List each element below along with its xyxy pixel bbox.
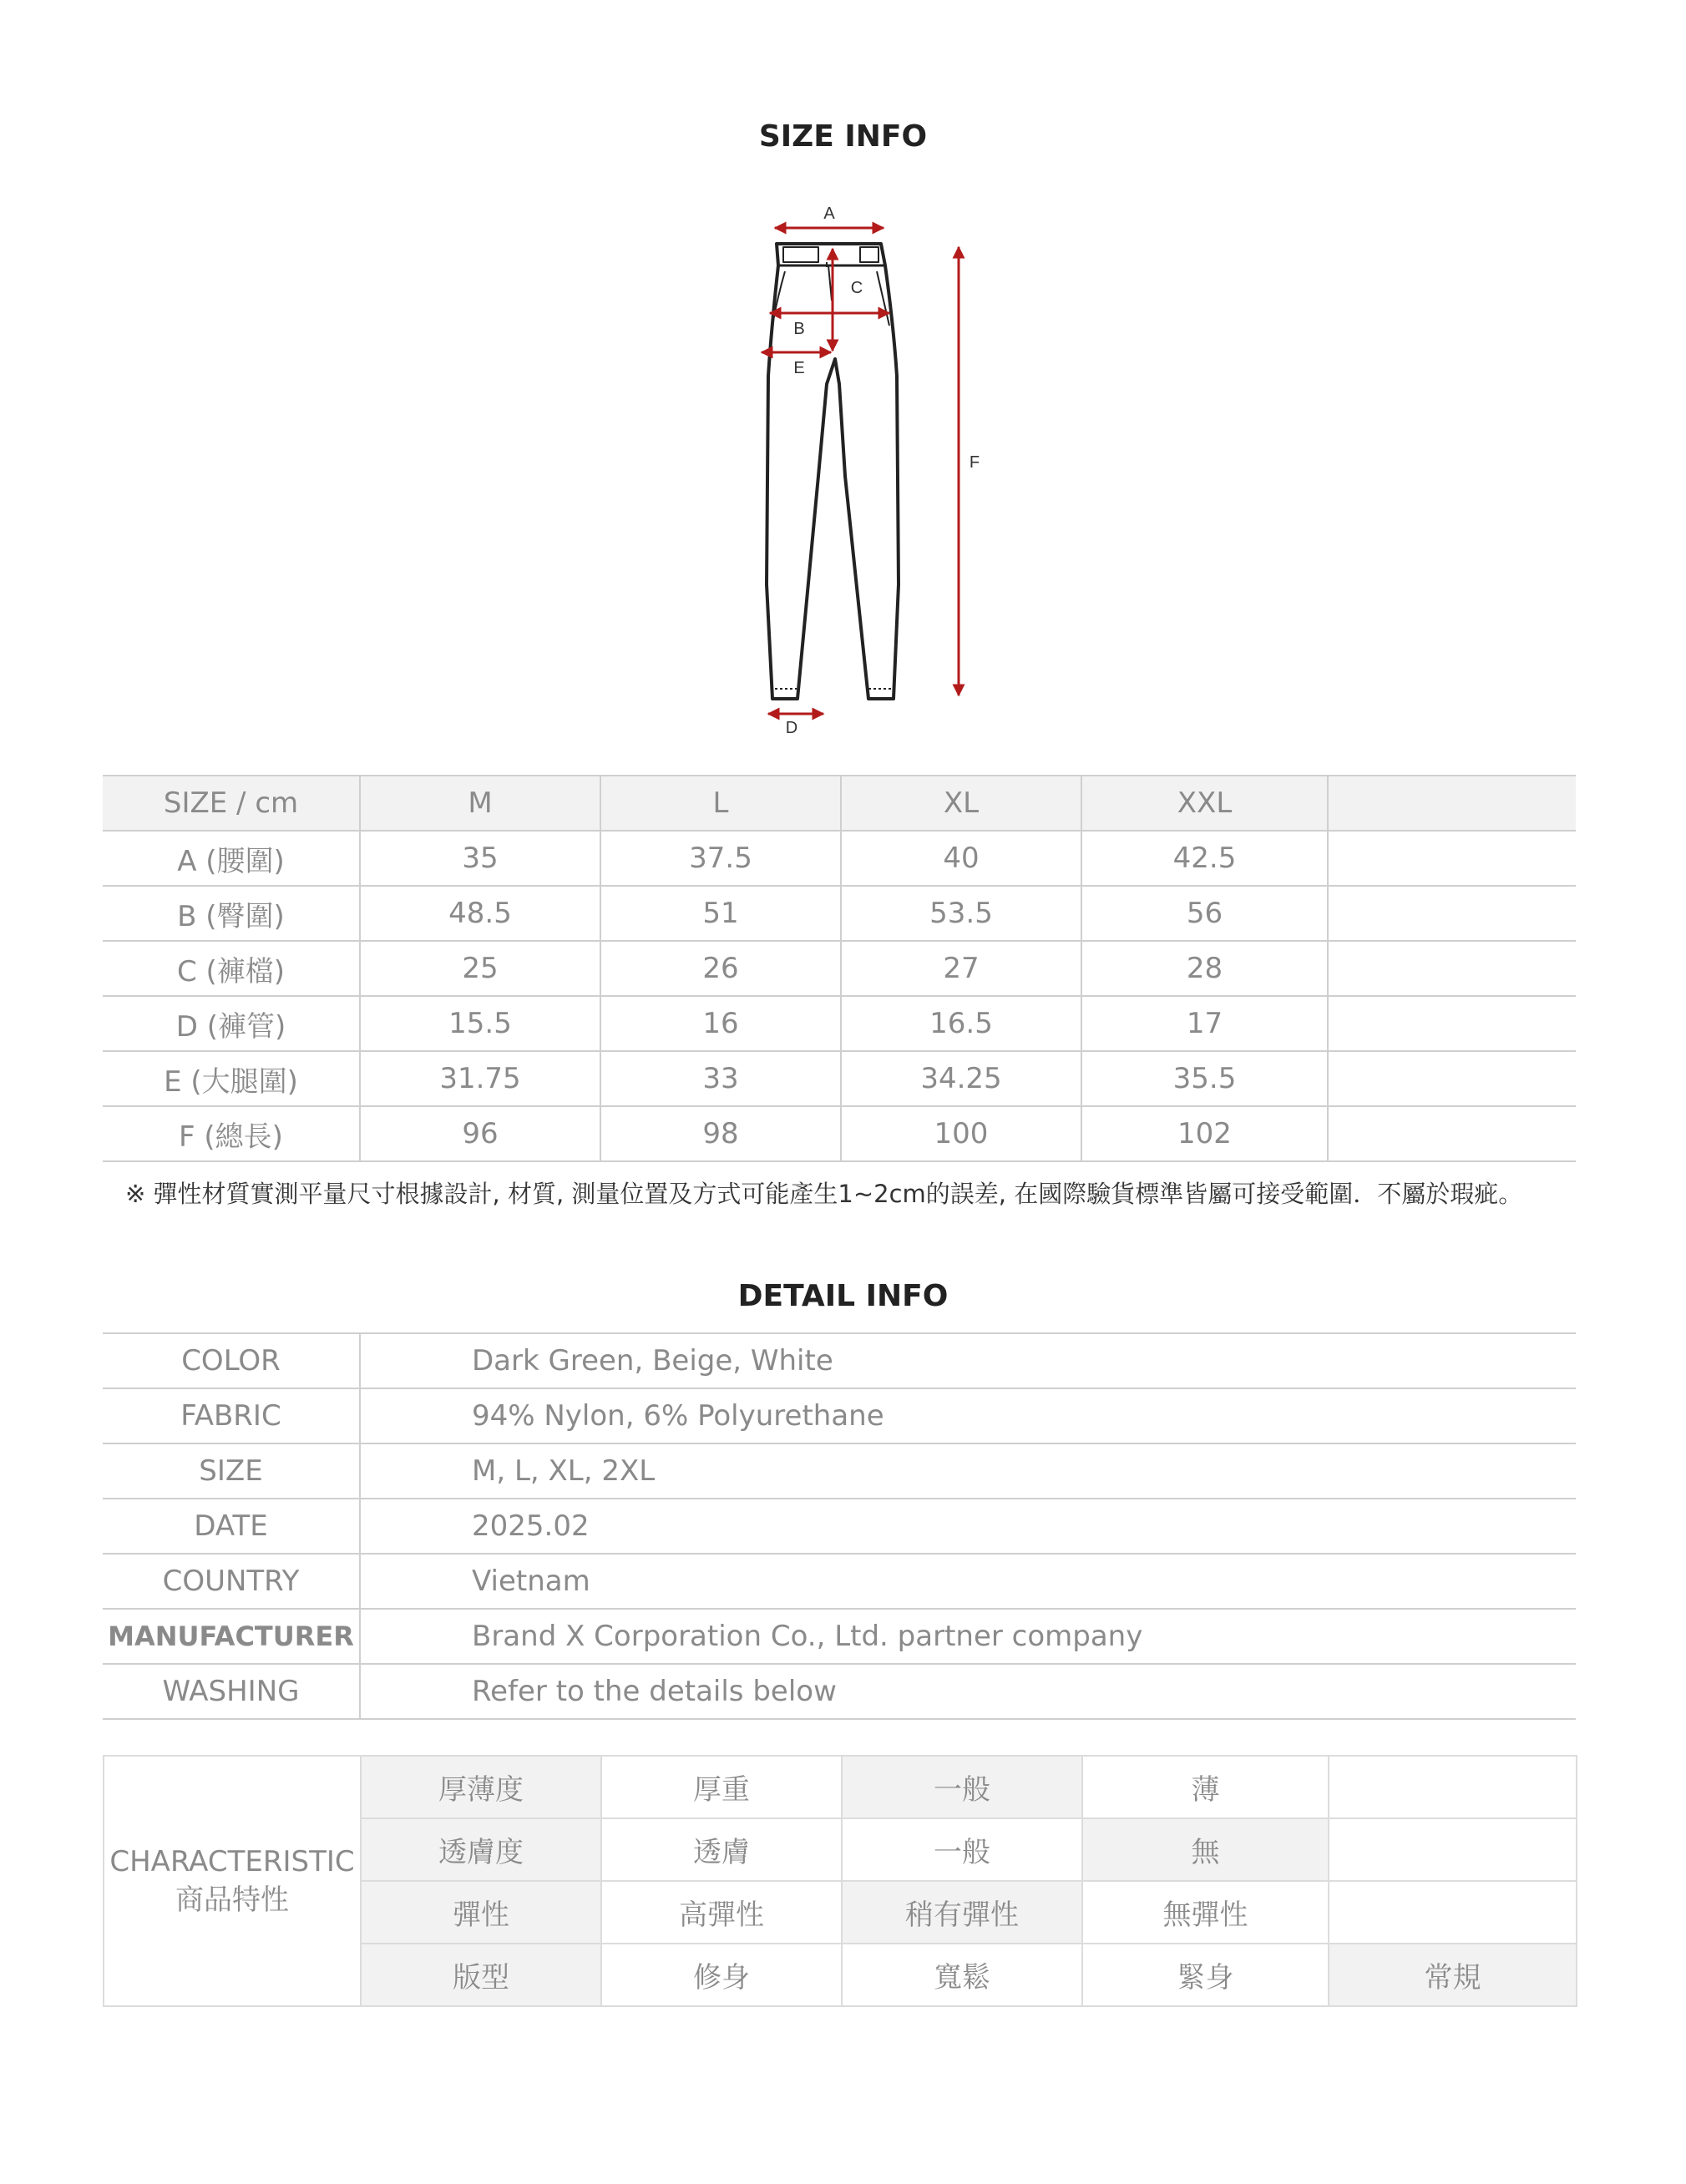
size-cell: 17	[1081, 996, 1328, 1051]
characteristic-option: 修身	[601, 1944, 842, 2006]
characteristic-option	[1329, 1881, 1577, 1944]
size-row	[103, 996, 1576, 1051]
size-cell: 28	[1081, 941, 1328, 996]
size-cell: 42.5	[1081, 831, 1328, 886]
size-cell: 48.5	[360, 886, 600, 941]
detail-value: 2025.02	[360, 1499, 1576, 1554]
label-b: B	[793, 320, 805, 338]
size-cell: 40	[841, 831, 1081, 886]
size-note: ※ 彈性材質實測平量尺寸根據設計, 材質, 測量位置及方式可能產生1~2cm的誤差, 在國際驗貨標準皆屬可接受範圍．不屬於瑕疵。	[125, 1180, 1523, 1208]
size-row-label: C (褲檔)	[103, 941, 360, 996]
characteristic-name: 厚薄度	[361, 1756, 601, 1818]
size-header-row	[103, 776, 1576, 831]
size-cell-empty	[1328, 1051, 1576, 1106]
detail-value: Brand X Corporation Co., Ltd. partner company	[360, 1609, 1576, 1664]
detail-value: 94% Nylon, 6% Polyurethane	[360, 1388, 1576, 1443]
size-cell-empty	[1328, 886, 1576, 941]
characteristic-option: 無彈性	[1082, 1881, 1329, 1944]
characteristic-option: 高彈性	[601, 1881, 842, 1944]
size-row-label: B (臀圍)	[103, 886, 360, 941]
size-cell: 98	[600, 1106, 841, 1161]
detail-label: FABRIC	[103, 1388, 360, 1443]
detail-row	[103, 1333, 1576, 1388]
size-table	[103, 775, 1576, 1162]
characteristic-option-selected: 稍有彈性	[842, 1881, 1082, 1944]
characteristic-option: 一般	[842, 1818, 1082, 1881]
detail-row	[103, 1443, 1576, 1499]
size-cell: 100	[841, 1106, 1081, 1161]
characteristic-option	[1329, 1756, 1577, 1818]
detail-label: MANUFACTURER	[103, 1609, 360, 1664]
size-cell: 33	[600, 1051, 841, 1106]
detail-label: DATE	[103, 1499, 360, 1554]
size-cell-empty	[1328, 941, 1576, 996]
detail-value: Dark Green, Beige, White	[360, 1333, 1576, 1388]
characteristic-name: 透膚度	[361, 1818, 601, 1881]
characteristic-option: 緊身	[1082, 1944, 1329, 2006]
size-cell: 15.5	[360, 996, 600, 1051]
detail-row	[103, 1388, 1576, 1443]
size-cell: 26	[600, 941, 841, 996]
size-row-label: D (褲管)	[103, 996, 360, 1051]
detail-label: SIZE	[103, 1443, 360, 1499]
size-header-cell	[1328, 776, 1576, 831]
size-row	[103, 831, 1576, 886]
characteristic-option-selected: 無	[1082, 1818, 1329, 1881]
size-header-cell: SIZE / cm	[103, 776, 360, 831]
size-cell: 27	[841, 941, 1081, 996]
size-cell: 16.5	[841, 996, 1081, 1051]
size-cell: 35	[360, 831, 600, 886]
detail-label: COUNTRY	[103, 1554, 360, 1609]
label-f: F	[969, 453, 980, 472]
size-cell: 53.5	[841, 886, 1081, 941]
size-cell: 35.5	[1081, 1051, 1328, 1106]
size-cell: 37.5	[600, 831, 841, 886]
label-a: A	[823, 205, 835, 223]
size-row	[103, 886, 1576, 941]
size-cell: 31.75	[360, 1051, 600, 1106]
characteristic-row	[104, 1756, 1577, 1818]
characteristic-option	[1329, 1818, 1577, 1881]
characteristic-name: 彈性	[361, 1881, 601, 1944]
size-cell-empty	[1328, 831, 1576, 886]
label-c: C	[850, 279, 863, 297]
characteristic-option: 透膚	[601, 1818, 842, 1881]
detail-table	[103, 1332, 1576, 1720]
label-d: D	[785, 719, 798, 737]
size-cell-empty	[1328, 996, 1576, 1051]
size-row-label: A (腰圍)	[103, 831, 360, 886]
characteristic-option: 薄	[1082, 1756, 1329, 1818]
size-cell: 34.25	[841, 1051, 1081, 1106]
size-cell: 56	[1081, 886, 1328, 941]
characteristic-option: 厚重	[601, 1756, 842, 1818]
size-cell: 102	[1081, 1106, 1328, 1161]
characteristic-option-selected: 一般	[842, 1756, 1082, 1818]
size-cell: 16	[600, 996, 841, 1051]
size-row	[103, 1051, 1576, 1106]
detail-value: M, L, XL, 2XL	[360, 1443, 1576, 1499]
size-row	[103, 1106, 1576, 1161]
size-cell-empty	[1328, 1106, 1576, 1161]
detail-row	[103, 1609, 1576, 1664]
detail-value: Refer to the details below	[360, 1664, 1576, 1719]
measurement-arrows	[762, 228, 959, 714]
characteristic-option-selected: 常規	[1329, 1944, 1577, 2006]
size-row	[103, 941, 1576, 996]
pants-diagram	[735, 192, 980, 743]
size-header-cell: L	[600, 776, 841, 831]
size-cell: 51	[600, 886, 841, 941]
characteristic-table	[103, 1755, 1577, 2007]
size-info-title: SIZE INFO	[758, 119, 928, 154]
label-e: E	[793, 359, 805, 377]
characteristic-label-zh: 商品特性	[175, 1883, 289, 1917]
detail-info-title: DETAIL INFO	[737, 1279, 949, 1313]
size-row-label: F (總長)	[103, 1106, 360, 1161]
characteristic-label	[104, 1756, 361, 2006]
detail-value: Vietnam	[360, 1554, 1576, 1609]
detail-row	[103, 1554, 1576, 1609]
characteristic-name: 版型	[361, 1944, 601, 2006]
size-header-cell: XL	[841, 776, 1081, 831]
characteristic-label-en: CHARACTERISTIC	[109, 1845, 355, 1878]
size-header-cell: XXL	[1081, 776, 1328, 831]
detail-row	[103, 1499, 1576, 1554]
detail-label: COLOR	[103, 1333, 360, 1388]
characteristic-option: 寬鬆	[842, 1944, 1082, 2006]
detail-row	[103, 1664, 1576, 1719]
detail-label: WASHING	[103, 1664, 360, 1719]
size-cell: 25	[360, 941, 600, 996]
size-cell: 96	[360, 1106, 600, 1161]
size-header-cell: M	[360, 776, 600, 831]
size-row-label: E (大腿圍)	[103, 1051, 360, 1106]
